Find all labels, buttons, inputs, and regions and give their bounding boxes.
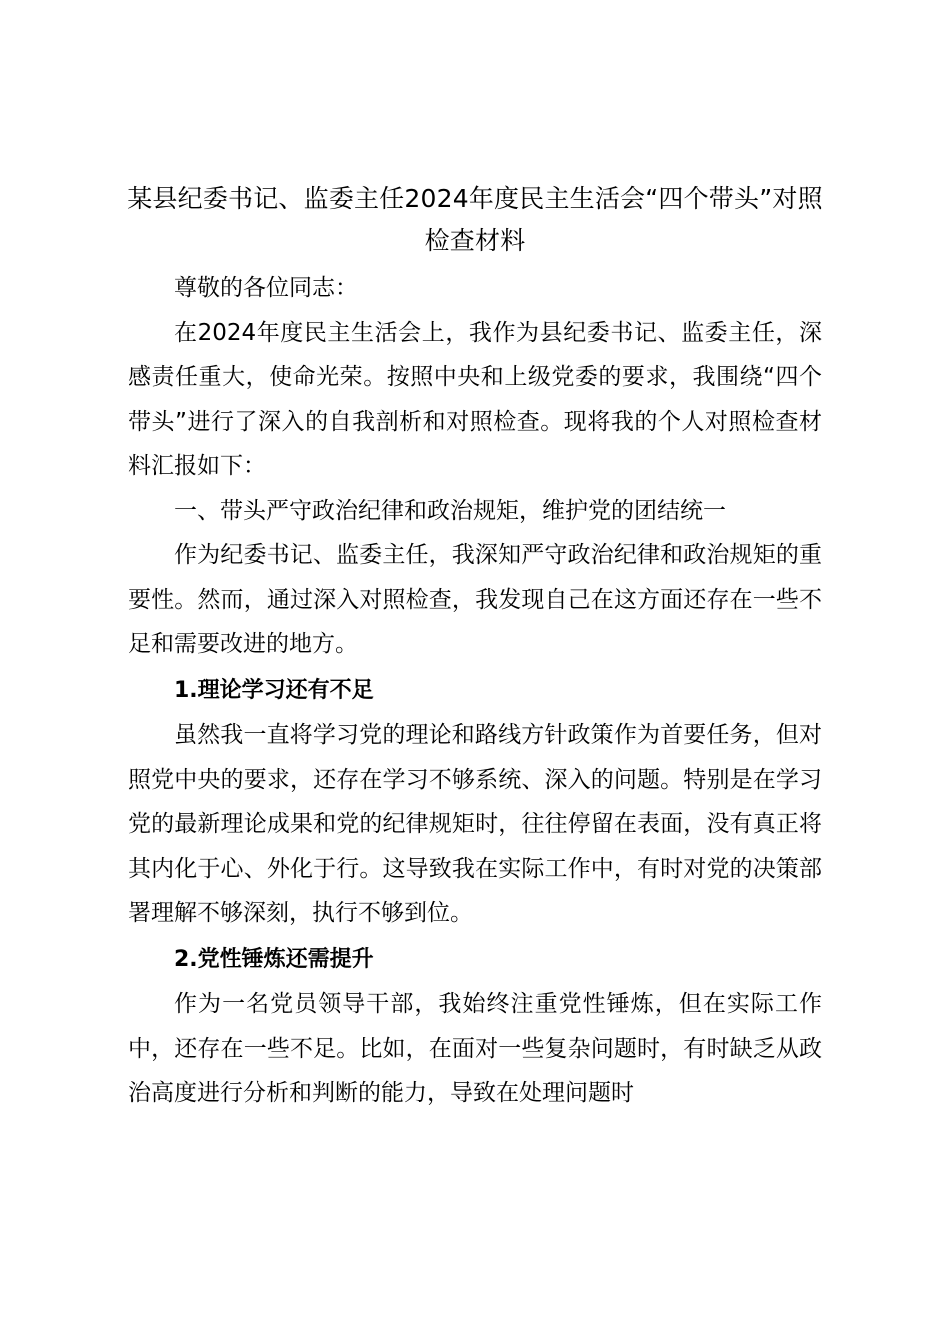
section-1-heading: 一、带头严守政治纪律和政治规矩，维护党的团结统一 bbox=[174, 497, 726, 524]
salutation: 尊敬的各位同志： bbox=[174, 275, 358, 301]
subsection-2-heading: 2.党性锤炼还需提升 bbox=[174, 946, 374, 972]
document-body bbox=[128, 178, 822, 1116]
document-title: 某县纪委书记、监委主任2024年度民主生活会“四个带头”对照检查材料 bbox=[127, 184, 823, 255]
intro-paragraph: 在2024年度民主生活会上，我作为县纪委书记、监委主任，深感责任重大，使命光荣。按照中央和上级党委的要求，我围绕“四个带头”进行了深入的自我剖析和对照检查。现将我的个人对照检查材料汇报如下： bbox=[128, 319, 822, 479]
subsection-2-body: 作为一名党员领导干部，我始终注重党性锤炼，但在实际工作中，还存在一些不足。比如，在面对一些复杂问题时，有时缺乏从政治高度进行分析和判断的能力，导致在处理问题时 bbox=[128, 991, 822, 1106]
subsection-1-body: 虽然我一直将学习党的理论和路线方针政策作为首要任务，但对照党中央的要求，还存在学习不够系统、深入的问题。特别是在学习党的最新理论成果和党的纪律规矩时，往往停留在表面，没有真正将其内化于心、外化于行。这导致我在实际工作中，有时对党的决策部署理解不够深刻，执行不够到位。 bbox=[128, 722, 822, 926]
subsection-1-heading: 1.理论学习还有不足 bbox=[174, 677, 374, 703]
section-1-intro: 作为纪委书记、监委主任，我深知严守政治纪律和政治规矩的重要性。然而，通过深入对照检查，我发现自己在这方面还存在一些不足和需要改进的地方。 bbox=[128, 542, 822, 657]
